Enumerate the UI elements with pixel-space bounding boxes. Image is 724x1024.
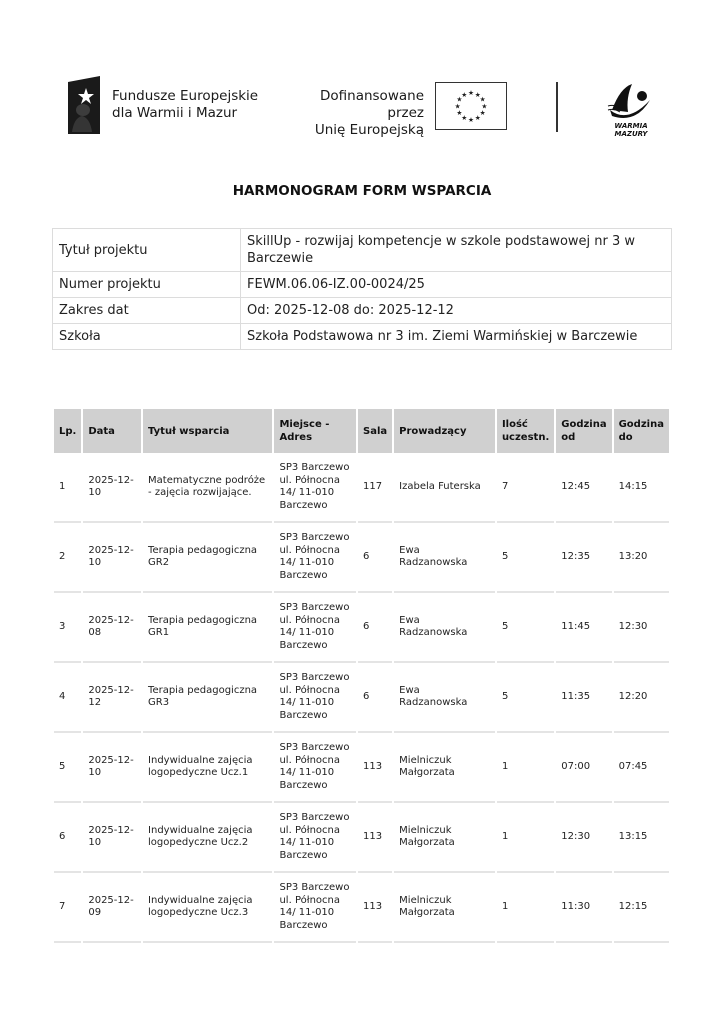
row-time-to: 13:20 xyxy=(614,523,669,593)
eu-star-icon: ★ xyxy=(456,109,463,118)
fundusze-europejskie-logo-icon xyxy=(66,74,102,136)
row-time-to: 12:20 xyxy=(614,663,669,733)
row-number: 3 xyxy=(54,593,81,663)
row-room: 6 xyxy=(358,663,392,733)
row-room: 6 xyxy=(358,593,392,663)
row-date: 2025-12-10 xyxy=(83,523,141,593)
row-time-to: 14:15 xyxy=(614,453,669,523)
row-leader: Izabela Futerska xyxy=(394,453,495,523)
row-room: 113 xyxy=(358,873,392,943)
column-header: Lp. xyxy=(54,409,81,453)
row-time-from: 12:45 xyxy=(556,453,611,523)
row-time-to: 12:15 xyxy=(614,873,669,943)
info-value: SkillUp - rozwijaj kompetencje w szkole podstawowej nr 3 w Barczewie xyxy=(241,229,672,272)
row-participants: 5 xyxy=(497,663,554,733)
info-row xyxy=(53,229,672,272)
row-place: SP3 Barczewo ul. Północna 14/ 11-010 Barczewo xyxy=(274,873,356,943)
row-leader: Mielniczuk Małgorzata xyxy=(394,733,495,803)
row-participants: 1 xyxy=(497,733,554,803)
info-row xyxy=(53,298,672,324)
row-date: 2025-12-10 xyxy=(83,733,141,803)
row-participants: 1 xyxy=(497,873,554,943)
eu-star-icon: ★ xyxy=(456,95,463,104)
info-row xyxy=(53,324,672,350)
column-header: Sala xyxy=(358,409,392,453)
row-title: Matematyczne podróże - zajęcia rozwijające. xyxy=(143,453,272,523)
eu-star-icon: ★ xyxy=(474,114,481,123)
column-header: Prowadzący xyxy=(394,409,495,453)
row-room: 6 xyxy=(358,523,392,593)
info-value: Od: 2025-12-08 do: 2025-12-12 xyxy=(241,298,672,324)
row-time-to: 07:45 xyxy=(614,733,669,803)
row-number: 1 xyxy=(54,453,81,523)
eu-star-icon: ★ xyxy=(454,102,461,111)
eu-star-icon: ★ xyxy=(481,102,488,111)
row-date: 2025-12-12 xyxy=(83,663,141,733)
info-value: FEWM.06.06-IZ.00-0024/25 xyxy=(241,272,672,298)
row-number: 5 xyxy=(54,733,81,803)
row-title: Indywidualne zajęcia logopedyczne Ucz.3 xyxy=(143,873,272,943)
info-row xyxy=(53,272,672,298)
info-label: Szkoła xyxy=(53,324,241,350)
row-time-from: 07:00 xyxy=(556,733,611,803)
row-date: 2025-12-10 xyxy=(83,803,141,873)
row-participants: 1 xyxy=(497,803,554,873)
eu-star-icon: ★ xyxy=(474,90,481,99)
column-header: Godzina od xyxy=(556,409,611,453)
row-title: Terapia pedagogiczna GR2 xyxy=(143,523,272,593)
row-time-to: 12:30 xyxy=(614,593,669,663)
page-title: HARMONOGRAM FORM WSPARCIA xyxy=(232,183,492,199)
row-participants: 7 xyxy=(497,453,554,523)
svg-text:WARMIA: WARMIA xyxy=(614,122,648,130)
row-title: Terapia pedagogiczna GR1 xyxy=(143,593,272,663)
column-header: Tytuł wsparcia xyxy=(143,409,272,453)
eu-star-icon: ★ xyxy=(461,114,468,123)
row-leader: Ewa Radzanowska xyxy=(394,523,495,593)
row-leader: Ewa Radzanowska xyxy=(394,663,495,733)
table-row xyxy=(54,733,669,803)
row-time-from: 11:45 xyxy=(556,593,611,663)
row-date: 2025-12-08 xyxy=(83,593,141,663)
eu-star-icon: ★ xyxy=(468,115,474,124)
column-header: Miejsce - Adres xyxy=(274,409,356,453)
logo-bar xyxy=(0,70,724,140)
row-title: Terapia pedagogiczna GR3 xyxy=(143,663,272,733)
svg-text:MAZURY: MAZURY xyxy=(614,130,648,138)
table-row xyxy=(54,803,669,873)
row-time-from: 11:30 xyxy=(556,873,611,943)
row-room: 113 xyxy=(358,803,392,873)
logo-divider xyxy=(556,82,558,132)
row-place: SP3 Barczewo ul. Północna 14/ 11-010 Barczewo xyxy=(274,453,356,523)
column-header: Godzina do xyxy=(614,409,669,453)
eu-star-icon: ★ xyxy=(468,88,474,97)
row-room: 117 xyxy=(358,453,392,523)
row-title: Indywidualne zajęcia logopedyczne Ucz.2 xyxy=(143,803,272,873)
row-participants: 5 xyxy=(497,523,554,593)
eu-flag-icon xyxy=(435,82,507,130)
warmia-mazury-logo-icon xyxy=(606,80,656,138)
row-time-from: 12:35 xyxy=(556,523,611,593)
info-value: Szkoła Podstawowa nr 3 im. Ziemi Warmińskiej w Barczewie xyxy=(241,324,672,350)
row-place: SP3 Barczewo ul. Północna 14/ 11-010 Barczewo xyxy=(274,803,356,873)
row-place: SP3 Barczewo ul. Północna 14/ 11-010 Barczewo xyxy=(274,523,356,593)
row-number: 7 xyxy=(54,873,81,943)
eu-star-icon: ★ xyxy=(479,95,486,104)
info-label: Zakres dat xyxy=(53,298,241,324)
row-time-to: 13:15 xyxy=(614,803,669,873)
table-row xyxy=(54,873,669,943)
row-title: Indywidualne zajęcia logopedyczne Ucz.1 xyxy=(143,733,272,803)
row-date: 2025-12-10 xyxy=(83,453,141,523)
row-place: SP3 Barczewo ul. Północna 14/ 11-010 Barczewo xyxy=(274,593,356,663)
row-leader: Mielniczuk Małgorzata xyxy=(394,873,495,943)
fe-logo-text: Fundusze Europejskie dla Warmii i Mazur xyxy=(112,88,259,121)
column-header: Data xyxy=(83,409,141,453)
row-time-from: 12:30 xyxy=(556,803,611,873)
row-place: SP3 Barczewo ul. Północna 14/ 11-010 Barczewo xyxy=(274,663,356,733)
eu-star-icon: ★ xyxy=(461,90,468,99)
table-row xyxy=(54,523,669,593)
project-info-table xyxy=(52,228,672,350)
info-label: Numer projektu xyxy=(53,272,241,298)
row-time-from: 11:35 xyxy=(556,663,611,733)
row-leader: Mielniczuk Małgorzata xyxy=(394,803,495,873)
table-row xyxy=(54,453,669,523)
eu-star-icon: ★ xyxy=(479,109,486,118)
row-leader: Ewa Radzanowska xyxy=(394,593,495,663)
row-number: 4 xyxy=(54,663,81,733)
row-participants: 5 xyxy=(497,593,554,663)
row-room: 113 xyxy=(358,733,392,803)
row-date: 2025-12-09 xyxy=(83,873,141,943)
schedule-header-row xyxy=(54,409,669,453)
table-row xyxy=(54,663,669,733)
schedule-table xyxy=(52,409,671,943)
row-number: 2 xyxy=(54,523,81,593)
row-place: SP3 Barczewo ul. Północna 14/ 11-010 Barczewo xyxy=(274,733,356,803)
info-label: Tytuł projektu xyxy=(53,229,241,272)
row-number: 6 xyxy=(54,803,81,873)
column-header: Ilość uczestn. xyxy=(497,409,554,453)
cofinanced-text: Dofinansowane przez Unię Europejską xyxy=(314,88,424,138)
table-row xyxy=(54,593,669,663)
